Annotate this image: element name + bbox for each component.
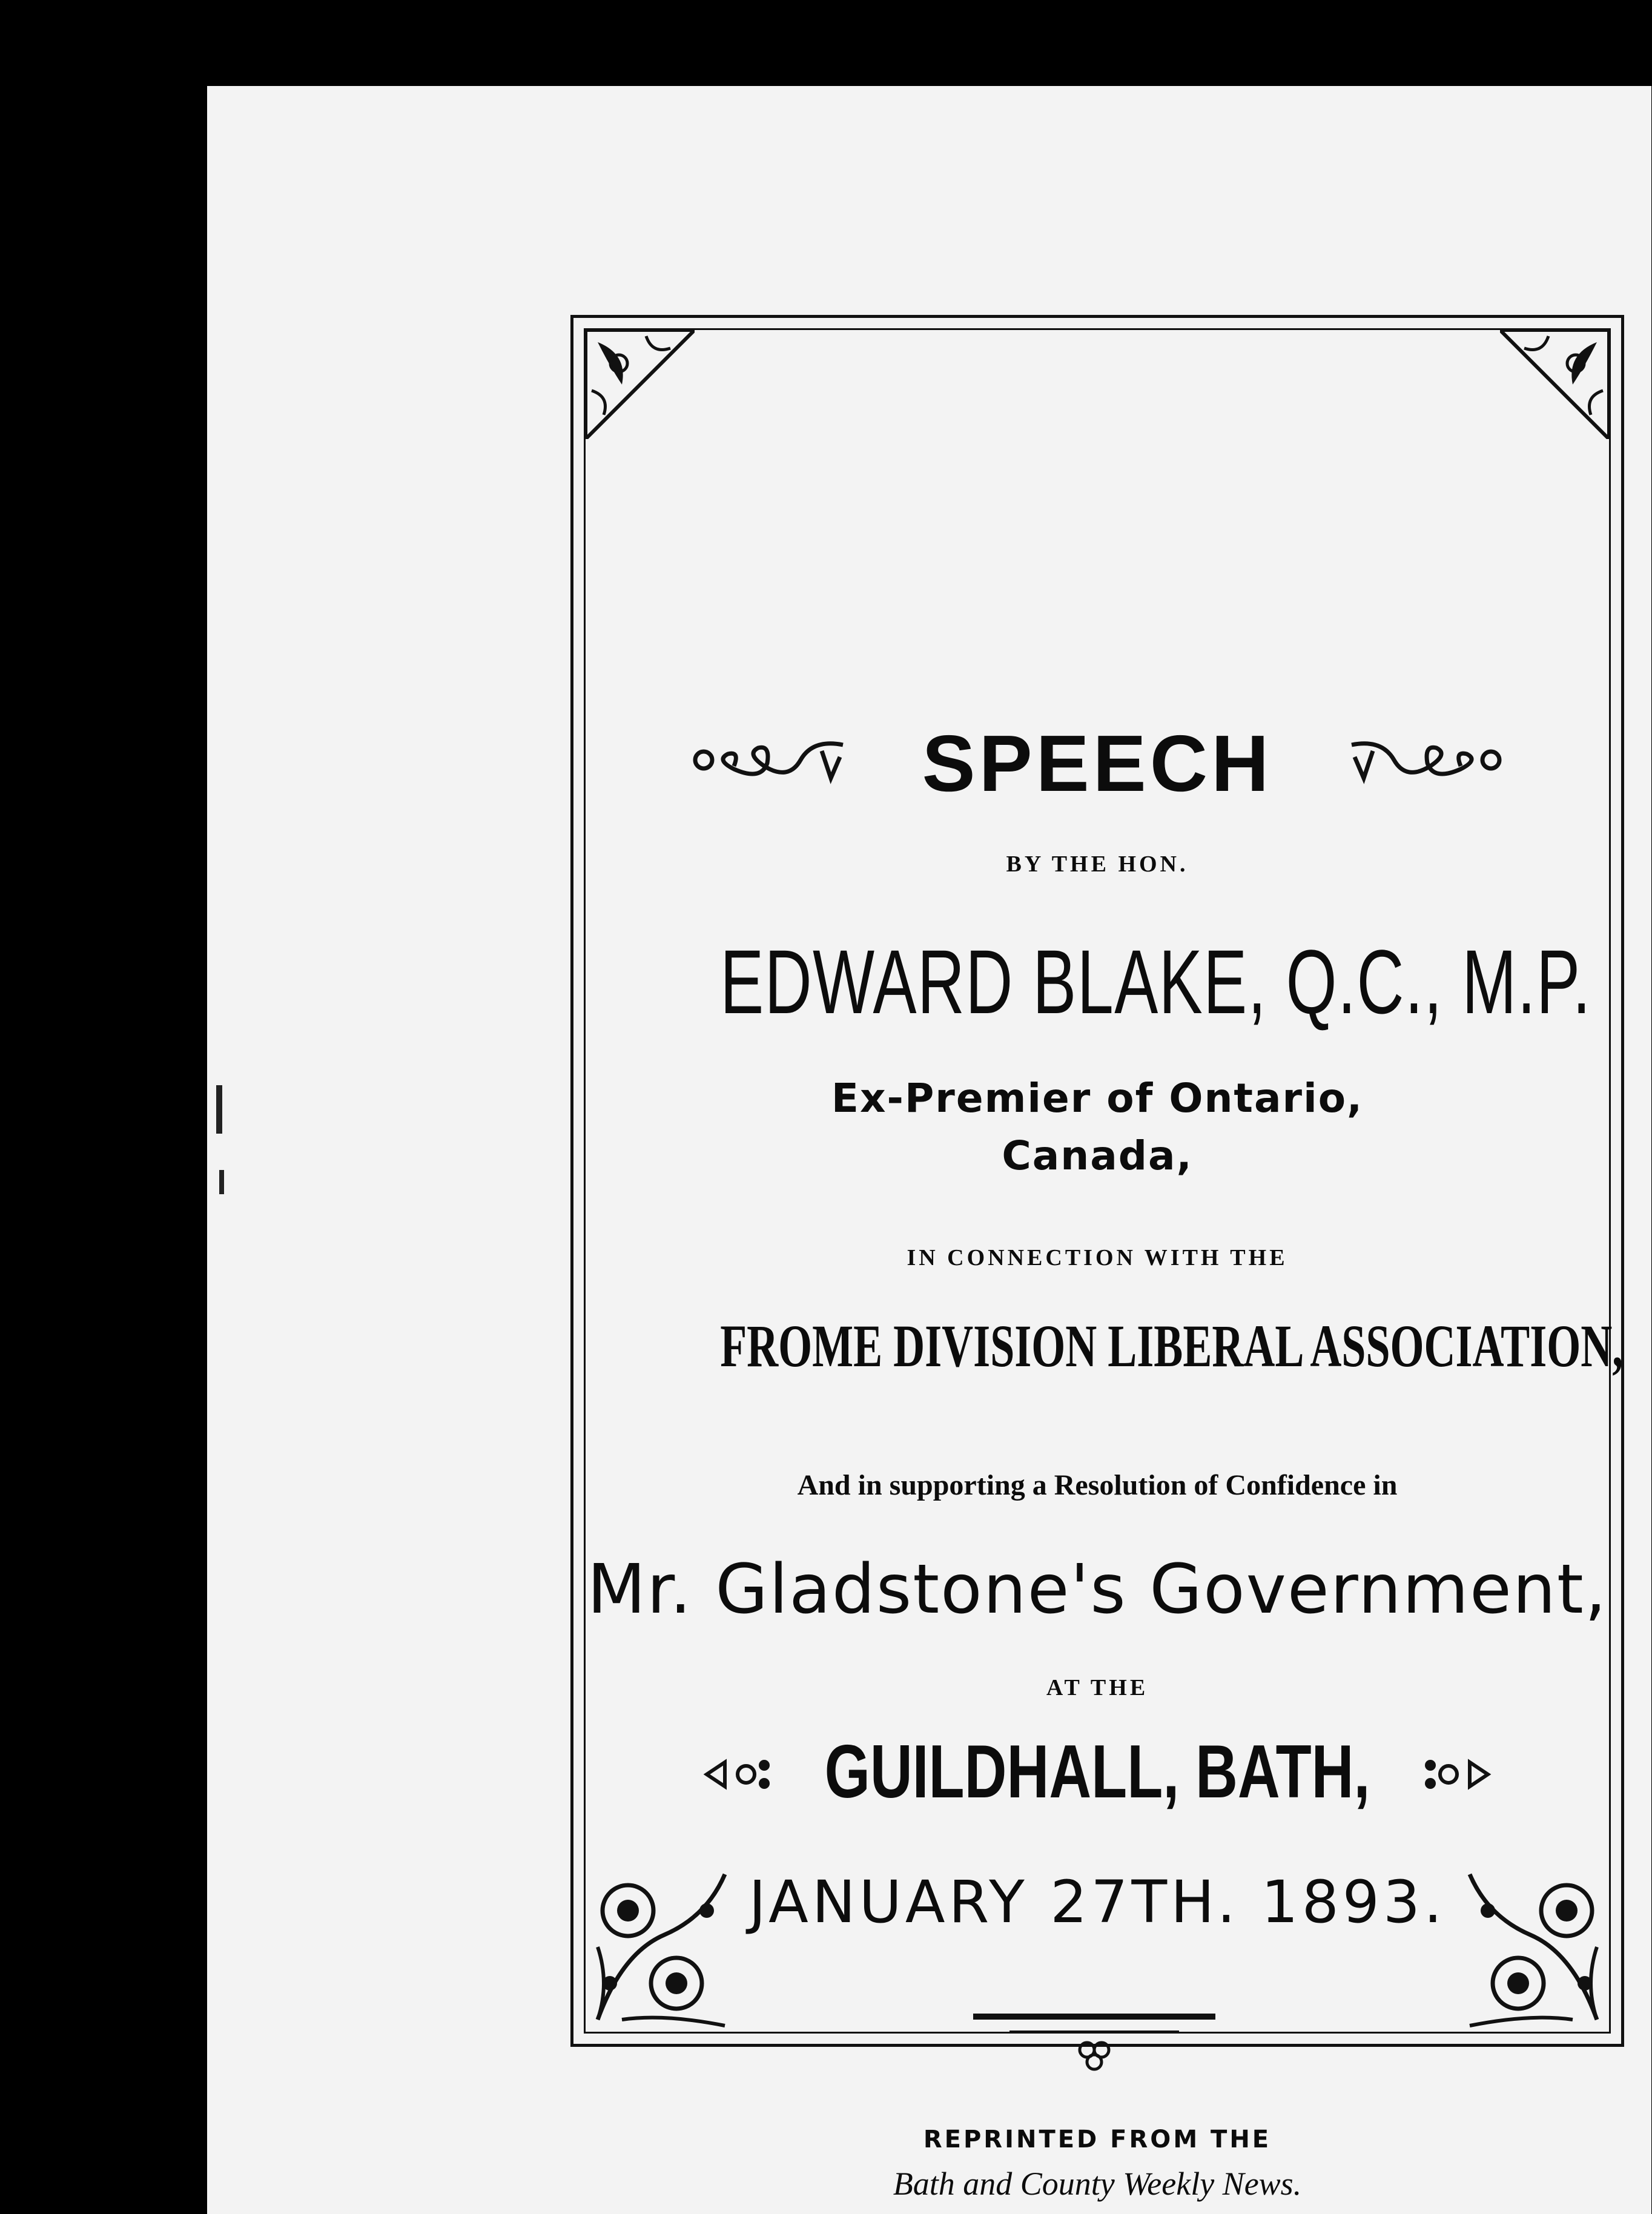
page-border	[570, 315, 1624, 2202]
speaker-title-line2: Canada,	[1002, 1132, 1193, 1179]
divider-thin	[1009, 2031, 1179, 2032]
at-the-line: AT THE	[1046, 1675, 1149, 1700]
page-title: SPEECH	[922, 719, 1273, 808]
divider-thick	[973, 2014, 1215, 2020]
government-line: Mr. Gladstone's Government,	[587, 1550, 1608, 1629]
source-publication: Bath and County Weekly News.	[893, 2166, 1302, 2202]
resolution-line: And in supporting a Resolution of Confidence in	[797, 1469, 1398, 1501]
association-name: FROME DIVISION LIBERAL ASSOCIATION,	[720, 1312, 1624, 1380]
byline: BY THE HON.	[1006, 851, 1189, 877]
reprint-note: REPRINTED FROM THE	[923, 2126, 1272, 2153]
binding-mark	[219, 1170, 224, 1194]
speech-date: JANUARY 27TH. 1893.	[748, 1868, 1446, 1936]
venue: GUILDHALL, BATH,	[824, 1730, 1370, 1814]
corner-ornament-icon	[586, 330, 695, 439]
speaker-title-line1: Ex-Premier of Ontario,	[831, 1075, 1364, 1122]
document-page	[207, 86, 1651, 2214]
corner-ornament-icon	[1500, 330, 1609, 439]
binding-mark	[216, 1085, 222, 1134]
connection-line: IN CONNECTION WITH THE	[907, 1245, 1288, 1271]
speaker-name: EDWARD BLAKE, Q.C., M.P.	[720, 931, 1592, 1033]
trefoil-icon	[1076, 2038, 1112, 2072]
